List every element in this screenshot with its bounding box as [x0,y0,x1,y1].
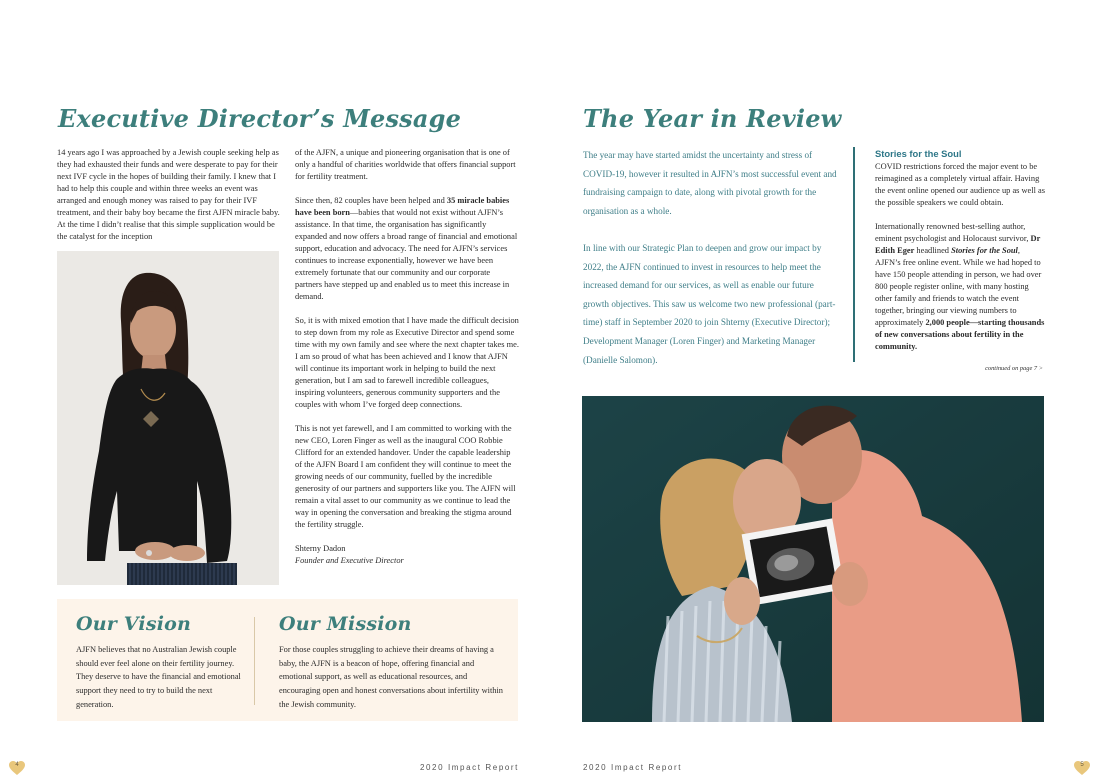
portrait-illustration [57,251,279,585]
message-paragraph-3 [295,195,519,303]
sidebar-rule [853,147,855,362]
message-column-2 [295,147,519,579]
mission-text: For those couples struggling to achieve their dreams of having a baby, the AJFN is a beacon of hope, offering financial and emotional support, as well as educational resources, and encouraging open and honest conversations about infertility within the Jewish community. [279,645,503,709]
sidebar-paragraph-1: COVID restrictions forced the major event to be reimagined as a completely virtual affair. Having the event online opened our audience up as well as the possible speakers we could obtain. [875,162,1045,207]
mission-section [279,613,507,712]
stories-sidebar [875,148,1045,365]
page-number-heart-right [1073,760,1091,776]
sidebar-p2-lead: Internationally renowned best-selling author, eminent psychologist and Holocaust survivor, [875,222,1031,243]
signature-role: Founder and Executive Director [295,556,404,565]
executive-director-portrait [57,251,279,585]
message-paragraph-1: 14 years ago I was approached by a Jewish couple seeking help as they had exhausted their funds and were desperate to pay for their next IVF cycle in the hopes of building their family. I knew that I had to help this couple and within three weeks an event was arranged and enough money was raised to pay for their IVF treatment, and their baby boy became the first AJFN miracle baby. At the time I didn’t realise that this simple supplication would be the catalyst for the inception [57,148,280,241]
vision-title: Our Vision [76,613,192,635]
sidebar-p2-body: , AJFN’s free online event. While we had hoped to have 150 people attending in person, we had over 800 people register online, with many hosting other family and friends to watch the event together, bringing our viewing numbers to approximately [875,246,1042,327]
page-number-left: 4 [15,762,19,768]
footer-report-title-right: 2020 Impact Report [583,763,683,772]
page-number-heart-left [8,760,26,776]
paragraph-3-lead: Since then, 82 couples have been helped and [295,196,447,205]
signature-name: Shterny Dadon [295,544,346,553]
sidebar-p2-joiner: headlined [914,246,952,255]
paragraph-3-rest: —babies that would not exist without AJFN’s assistance. In that time, the organisation has significantly expanded and now offers a broad range of financial and emotional support, education and advocacy. The need for AJFN’s services continues to increase exponentially, however we have been extremely fortunate that our community and our corporate partners have stepped up and enabled us to meet this increase in demand. [295,208,518,301]
executive-director-heading: Executive Director’s Message [58,104,462,133]
attendance-highlight: 2,000 people—starting thousands of new conversations about fertility in the community. [875,318,1045,351]
page-number-right: 5 [1080,762,1084,768]
review-paragraph-2: In line with our Strategic Plan to deepen and grow our impact by 2022, the AJFN continued to invest in resources to help meet the increased demand for our services, as well as enable our future growth objectives. This saw us welcome two new professional (part-time) staff in September 2020 to join Shterny (Executive Director); Development Manager (Loren Finger) and Marketing Manager (Danielle Salomon). [583,242,836,365]
message-paragraph-4: So, it is with mixed emotion that I have made the difficult decision to step down from my role as Executive Director and spend some time with my own family and see where the next chapter takes me. I am so proud of what has been achieved and I know that AJFN will continue its important work in helping to build the next generation, but I am sad to farewell incredible colleagues, inspiring volunteers, generous community supporters and the couples with whom I’ve forged deep connections. [295,316,519,409]
sidebar-paragraph-2 [875,221,1045,353]
couple-photo-illustration [582,396,1044,722]
message-paragraph-5: This is not yet farewell, and I am committed to working with the new CEO, Loren Finger as well as the inaugural COO Robbie Clifford for an extended handover. Under the capable leadership of the AJFN Board I am confident they will continue to meet the growing needs of our community, fuelled by the incredible generosity of our partners and supporters like you. The AJFN will remain a vital asset to our community as we continue to lead the way in opening the conversation and breaking the stigma around the fertility struggle. [295,424,516,529]
continued-link[interactable]: continued on page 7 > [985,365,1043,372]
year-in-review-body [583,146,841,388]
mission-title: Our Mission [279,613,412,635]
event-name: Stories for the Soul [951,246,1018,255]
footer-report-title-left: 2020 Impact Report [419,763,519,772]
couple-ultrasound-photo [582,396,1044,722]
message-paragraph-2: of the AJFN, a unique and pioneering organisation that is one of only a handful of charities worldwide that offers financial support for fertility treatment. [295,148,516,181]
vision-mission-box [57,599,518,721]
year-in-review-heading: The Year in Review [583,104,842,133]
speaker-name: Dr Edith Eger [875,234,1041,255]
miracle-babies-highlight: 35 miracle babies have been born [295,196,510,217]
vision-text: AJFN believes that no Australian Jewish couple should ever feel alone on their fertility journey. They deserve to have the financial and emotional support they need to try to build the next generation. [76,645,241,709]
sidebar-text [875,161,1045,353]
message-column-1 [57,147,280,255]
sidebar-title: Stories for the Soul [875,148,962,159]
review-paragraph-1: The year may have started amidst the uncertainty and stress of COVID-19, however it resulted in AJFN’s most successful event and fundraising campaign to date, along with pivotal growth for the organisation as a whole. [583,150,837,216]
vision-section [76,613,246,712]
right-page [550,0,1100,784]
vision-mission-divider [254,617,255,705]
